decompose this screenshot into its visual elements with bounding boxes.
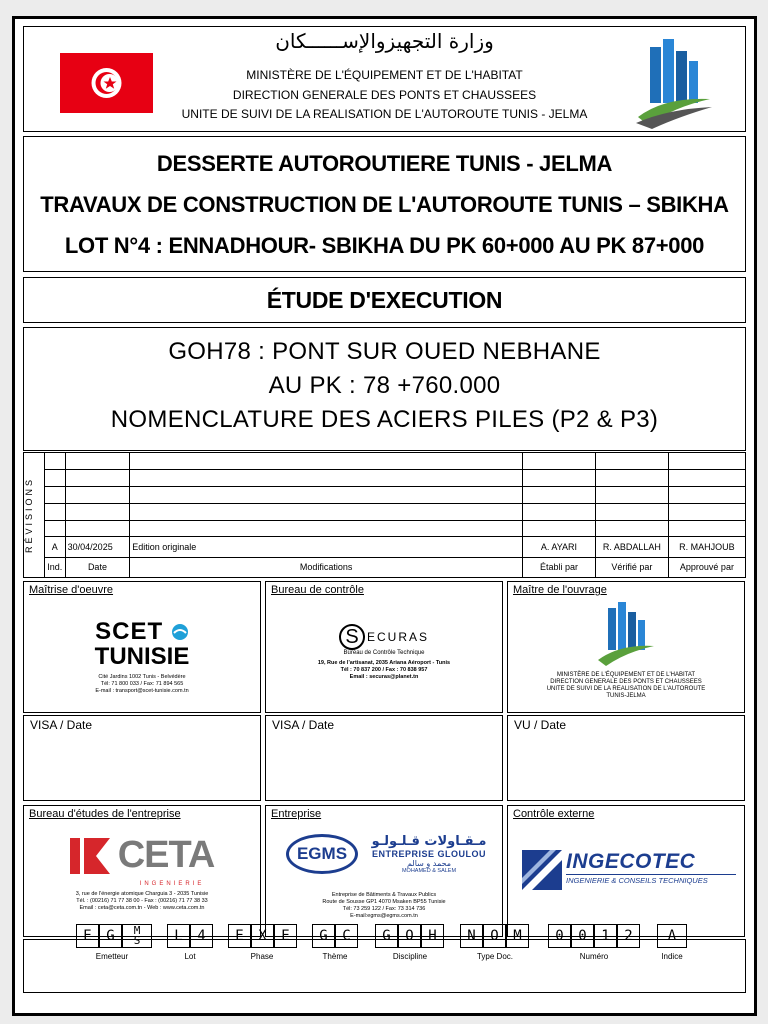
egms-arabic: مـقـاولات قـلـولـو — [371, 834, 487, 849]
code-label-type: Type Doc. — [476, 952, 513, 961]
rev-ind: A — [44, 537, 65, 557]
scet-address-3: E-mail : transport@scet-tunisie.com.tn — [95, 688, 189, 694]
code-emetteur-2: G — [99, 924, 122, 948]
ouvrage-line-1: MINISTÈRE DE L'ÉQUIPEMENT ET DE L'HABITAT — [556, 672, 696, 678]
securas-address-3: Email : securas@planet.tn — [349, 674, 419, 680]
title-line-1: DESSERTE AUTOROUTIERE TUNIS - JELMA — [156, 151, 613, 176]
egms-owners: MOHAMED & SALEM — [401, 868, 457, 874]
code-phase-2: X — [251, 924, 274, 948]
maitre-ouvrage-block — [507, 581, 745, 713]
code-type-2: O — [483, 924, 506, 948]
controle-label: Bureau de contrôle — [271, 584, 364, 596]
code-numero-2: 0 — [571, 924, 594, 948]
rev-modification: Edition originale — [130, 537, 523, 557]
arabic-ministry: وزارة التجهيزوالإســــــكان — [275, 29, 494, 53]
revisions-table — [23, 452, 746, 578]
revision-row-a — [24, 537, 746, 557]
project-title-block — [23, 136, 746, 272]
revisions-side-label: RÉVISIONS — [24, 476, 34, 553]
rev-approuve: R. MAHJOUB — [668, 537, 745, 557]
egms-name: ENTREPRISE GLOULOU — [371, 849, 486, 859]
rev-header-modifications: Modifications — [130, 557, 523, 577]
entreprise-block — [265, 805, 503, 937]
visa-maitrise — [23, 715, 261, 801]
egms-arabic-owners: محمد و سالم — [406, 859, 452, 868]
rev-header-ind: Ind. — [44, 557, 65, 577]
code-discipline-2: O — [398, 924, 421, 948]
study-phase-title: ÉTUDE D'EXECUTION — [266, 287, 503, 313]
scet-wave-icon — [171, 623, 189, 641]
ouvrage-line-3: UNITE DE SUIVI DE LA REALISATION DE L'AUTOROUTE — [546, 686, 706, 692]
rev-header-approuve: Approuvé par — [668, 557, 745, 577]
code-discipline-1: G — [375, 924, 398, 948]
visa-controle — [265, 715, 503, 801]
code-label-theme: Thème — [322, 952, 348, 961]
code-discipline-3: H — [421, 924, 444, 948]
ceta-address-2: Tél. : (00216) 71 77 38 00 - Fax : (00216) 71 77 38 33 — [76, 897, 208, 904]
code-lot-2: 4 — [190, 924, 213, 948]
study-phase-block — [23, 277, 746, 323]
code-label-phase: Phase — [250, 952, 274, 961]
rev-date: 30/04/2025 — [65, 537, 130, 557]
egms-address-3: Tél: 73 259 122 / Fax: 73 314 736 — [342, 906, 426, 912]
code-label-emetteur: Emetteur — [95, 952, 129, 961]
egms-address-4: E-mail:egms@egms.com.tn — [350, 913, 418, 919]
controle-externe-block — [507, 805, 745, 937]
bureau-controle-block — [265, 581, 503, 713]
code-numero-4: 2 — [617, 924, 640, 948]
scet-logo-text: SCET — [95, 618, 164, 645]
entreprise-label: Entreprise — [271, 808, 322, 820]
code-theme-2: C — [335, 924, 358, 948]
maitrise-oeuvre-block — [23, 581, 261, 713]
bureau-etudes-block — [23, 805, 261, 937]
code-numero-1: 0 — [548, 924, 571, 948]
revision-header-row — [24, 557, 746, 577]
ingecotec-logo-text: INGECOTEC — [566, 850, 696, 873]
title-line-3: LOT N°4 : ENNADHOUR- SBIKHA DU PK 60+000 AU PK 87+000 — [64, 233, 705, 258]
subject-line-1: GOH78 : PONT SUR OUED NEBHANE — [168, 338, 601, 365]
ceta-address-3: Email : ceta@ceta.com.tn - Web : www.ceta.com.tn — [79, 904, 205, 911]
rev-header-date: Date — [65, 557, 130, 577]
code-indice: A — [657, 924, 687, 948]
drawing-subject-block — [23, 327, 746, 451]
autoroute-logo — [634, 37, 714, 129]
visa-controle-label: VISA / Date — [272, 718, 335, 732]
ministry-logo-small — [596, 600, 656, 668]
scet-address-2: Tél: 71 800 033 / Fax: 71 894 565 — [100, 681, 184, 687]
code-label-numero: Numéro — [579, 952, 609, 961]
code-label-indice: Indice — [661, 952, 683, 961]
code-theme-1: G — [312, 924, 335, 948]
code-phase-3: E — [274, 924, 297, 948]
code-lot-1: L — [167, 924, 190, 948]
visa-maitrise-label: VISA / Date — [30, 718, 93, 732]
code-emetteur-ms — [122, 924, 152, 948]
ouvrage-line-4: TUNIS-JELMA — [606, 693, 646, 699]
header-line-2: DIRECTION GENERALE DES PONTS ET CHAUSSEES — [232, 88, 537, 102]
egms-address-1: Entreprise de Bâtiments & Travaux Publics — [331, 892, 437, 898]
tunisia-flag — [60, 53, 153, 113]
scet-address-1: Cité Jardins 1002 Tunis - Belvédère — [98, 674, 186, 680]
rev-verifie: R. ABDALLAH — [595, 537, 668, 557]
code-type-3: M — [506, 924, 529, 948]
code-label-discipline: Discipline — [392, 952, 428, 961]
ministry-header — [23, 26, 746, 132]
securas-s-icon: S — [339, 624, 365, 650]
rev-header-etabli: Établi par — [523, 557, 596, 577]
code-phase-1: E — [228, 924, 251, 948]
securas-address-2: Tél : 70 837 200 / Fax : 70 838 957 — [340, 667, 428, 673]
maitrise-label: Maîtrise d'oeuvre — [29, 584, 114, 596]
code-type-1: N — [460, 924, 483, 948]
tunisie-logo-text: TUNISIE — [94, 643, 190, 670]
ceta-logo-icon — [70, 836, 116, 876]
securas-address-1: 19, Rue de l'artisanat, 2035 Ariana Aéroport - Tunis — [317, 660, 451, 666]
code-label-lot: Lot — [184, 952, 196, 961]
ceta-logo-text: CETA — [117, 834, 215, 876]
securas-sub: Bureau de Contrôle Technique — [343, 650, 425, 656]
ingecotec-sub: INGENIERIE & CONSEILS TECHNIQUES — [566, 874, 736, 885]
ceta-address-1: 3, rue de l'énergie atomique Charguia 3 - 2035 Tunisie — [75, 890, 209, 897]
egms-logo: EGMS — [286, 834, 358, 874]
code-numero-3: 1 — [594, 924, 617, 948]
subject-line-3: NOMENCLATURE DES ACIERS PILES (P2 & P3) — [110, 406, 659, 433]
title-line-2: TRAVAUX DE CONSTRUCTION DE L'AUTOROUTE TUNIS – SBIKHA — [40, 192, 729, 217]
ingecotec-logo-icon — [522, 850, 562, 890]
rev-etabli: A. AYARI — [523, 537, 596, 557]
ouvrage-label: Maître de l'ouvrage — [513, 584, 607, 596]
header-line-3: UNITE DE SUIVI DE LA REALISATION DE L'AUTOROUTE TUNIS - JELMA — [181, 107, 588, 121]
externe-label: Contrôle externe — [513, 808, 595, 820]
subject-line-2: AU PK : 78 +760.000 — [268, 372, 501, 399]
rev-header-verifie: Vérifié par — [595, 557, 668, 577]
code-emetteur-1: E — [76, 924, 99, 948]
egms-address-2: Route de Sousse GP1 4070 Msaken BP55 Tunisie — [322, 899, 446, 905]
securas-logo-text: ECURAS — [366, 630, 429, 644]
etudes-label: Bureau d'études de l'entreprise — [29, 808, 181, 820]
header-line-1: MINISTÈRE DE L'ÉQUIPEMENT ET DE L'HABITAT — [246, 68, 523, 82]
document-frame — [12, 16, 757, 1016]
ouvrage-line-2: DIRECTION GENERALE DES PONTS ET CHAUSSEES — [550, 679, 702, 685]
code-emetteur-4: S — [133, 934, 141, 947]
ceta-sub: INGENIERIE — [139, 880, 205, 887]
code-emetteur-3: M — [133, 924, 141, 937]
visa-ouvrage — [507, 715, 745, 801]
vu-ouvrage-label: VU / Date — [514, 718, 567, 732]
